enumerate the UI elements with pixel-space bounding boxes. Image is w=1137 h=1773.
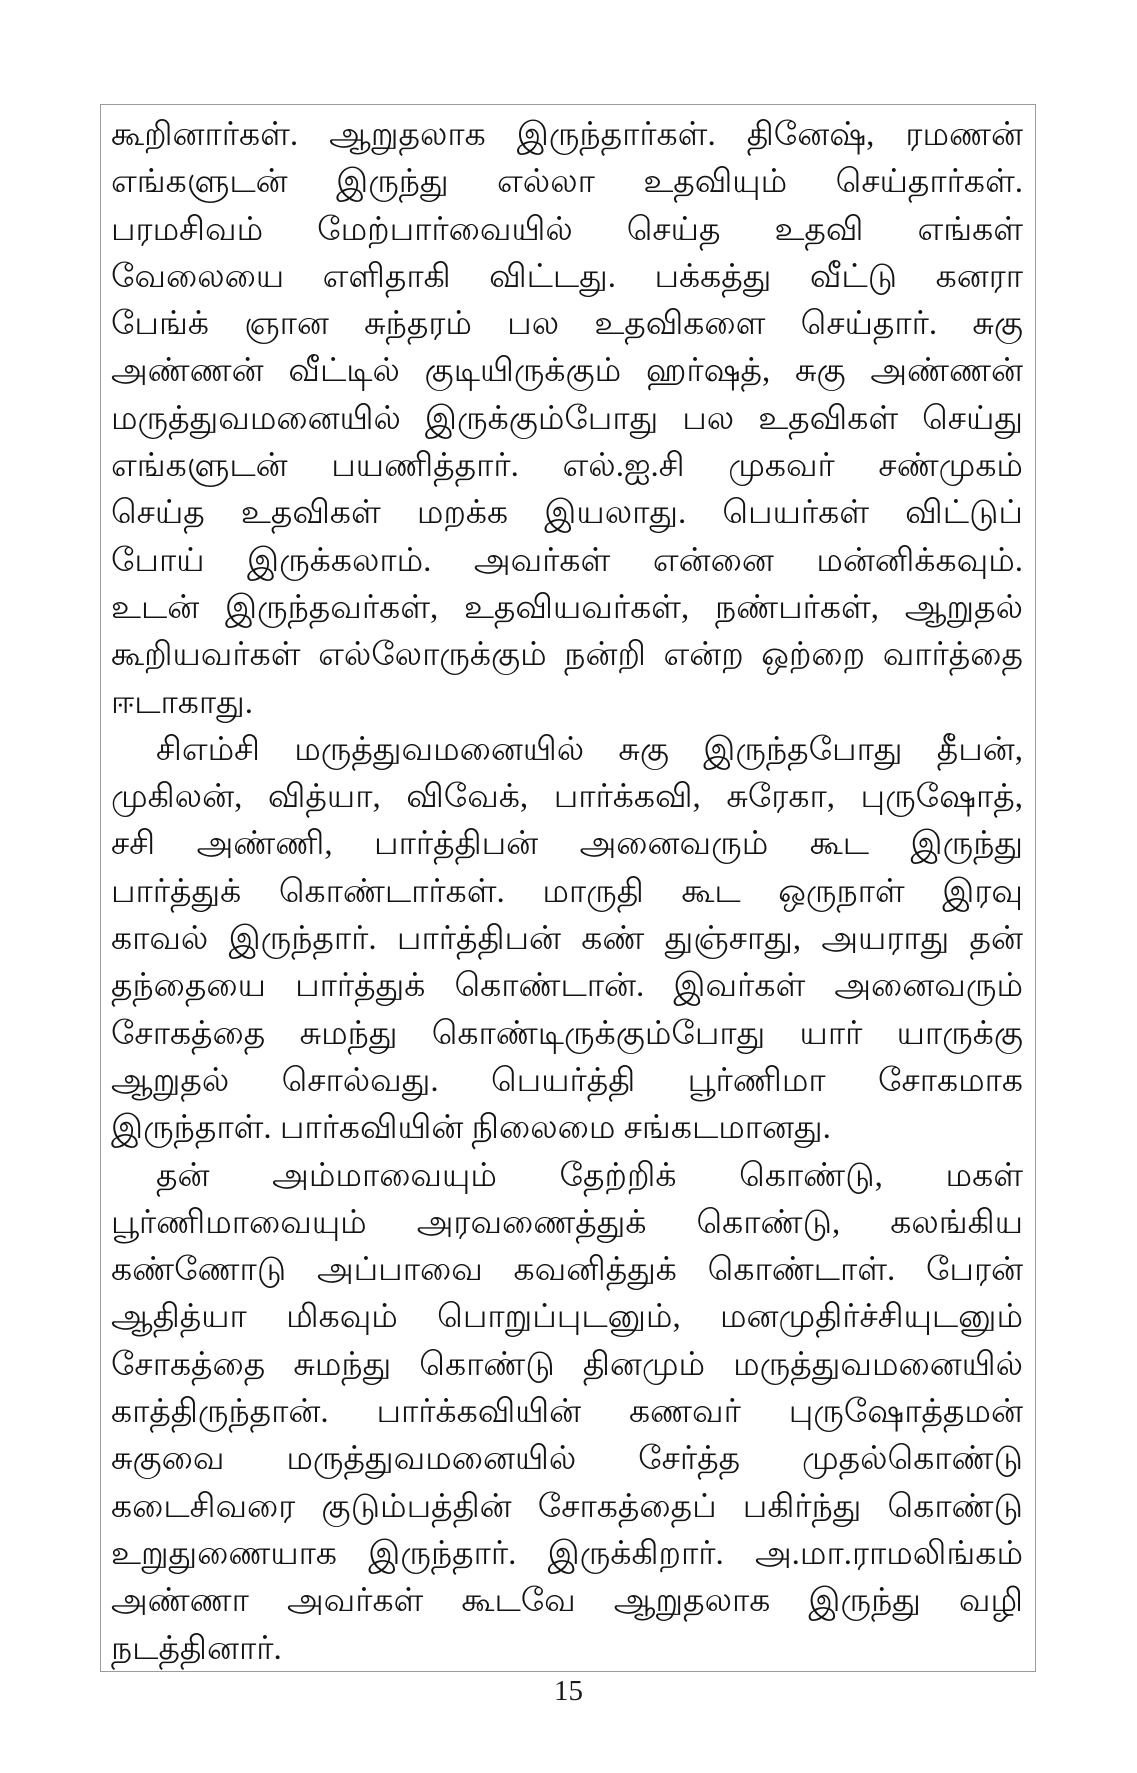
text-line: ஈடாகாது. [111, 684, 253, 721]
text-line: நடத்தினார். [111, 1630, 282, 1667]
text-line: அண்ணா அவர்கள் கூடவே ஆறுதலாக இருந்து வழி [111, 1583, 1023, 1620]
text-line: சோகத்தை சுமந்து கொண்டு தினமும் மருத்துவமனையில் [111, 1346, 1023, 1383]
text-line: பார்த்துக் கொண்டார்கள். மாருதி கூட ஒருநாள் இரவு [111, 873, 1023, 910]
text-line: உறுதுணையாக இருந்தார். இருக்கிறார். அ.மா.ராமலிங்கம் [111, 1535, 1023, 1572]
text-line: தந்தையை பார்த்துக் கொண்டான். இவர்கள் அனைவரும் [111, 968, 1023, 1005]
text-line: செய்த உதவிகள் மறக்க இயலாது. பெயர்கள் விட்டுப் [111, 495, 1023, 532]
text-line: ஆறுதல் சொல்வது. பெயர்த்தி பூர்ணிமா சோகமாக [111, 1062, 1023, 1099]
text-line: கூறியவர்கள் எல்லோருக்கும் நன்றி என்ற ஒற்றை வார்த்தை [111, 637, 1023, 674]
page-number: 15 [554, 1675, 583, 1707]
text-line: முகிலன், வித்யா, விவேக், பார்க்கவி, சுரேகா, புருஷோத், [111, 779, 1023, 816]
text-line: சுகுவை மருத்துவமனையில் சேர்த்த முதல்கொண்டு [111, 1441, 1023, 1478]
paragraph [111, 112, 1023, 727]
text-line: போய் இருக்கலாம். அவர்கள் என்னை மன்னிக்கவும். [111, 542, 1023, 579]
text-line: எங்களுடன் இருந்து எல்லா உதவியும் செய்தார்கள். [111, 164, 1023, 201]
paragraph [111, 1153, 1023, 1672]
text-line: ஆதித்யா மிகவும் பொறுப்புடனும், மனமுதிர்ச்சியுடனும் [111, 1299, 1023, 1336]
text-line: சோகத்தை சுமந்து கொண்டிருக்கும்போது யார் யாருக்கு [111, 1015, 1023, 1052]
text-line: இருந்தாள். பார்கவியின் நிலைமை சங்கடமானது. [111, 1110, 831, 1147]
text-line: கண்ணோடு அப்பாவை கவனித்துக் கொண்டாள். பேரன் [111, 1252, 1023, 1289]
text-line: பரமசிவம் மேற்பார்வையில் செய்த உதவி எங்கள் [111, 211, 1023, 248]
text-line: கூறினார்கள். ஆறுதலாக இருந்தார்கள். தினேஷ், ரமணன் [111, 117, 1023, 153]
text-line: காவல் இருந்தார். பார்த்திபன் கண் துஞ்சாது, அயராது தன் [111, 921, 1023, 958]
text-line: பூர்ணிமாவையும் அரவணைத்துக் கொண்டு, கலங்கிய [111, 1204, 1023, 1241]
text-border-box [100, 104, 1036, 1672]
text-line: கடைசிவரை குடும்பத்தின் சோகத்தைப் பகிர்ந்து கொண்டு [111, 1488, 1023, 1525]
text-line: அண்ணன் வீட்டில் குடியிருக்கும் ஹர்ஷத், சுகு அண்ணன் [111, 353, 1023, 390]
text-line: பேங்க் ஞான சுந்தரம் பல உதவிகளை செய்தார். சுகு [111, 306, 1023, 343]
text-line: வேலையை எளிதாகி விட்டது. பக்கத்து வீட்டு கனரா [111, 258, 1023, 295]
text-line: சிஎம்சி மருத்துவமனையில் சுகு இருந்தபோது தீபன், [156, 731, 1023, 768]
text-line: காத்திருந்தான். பார்க்கவியின் கணவர் புருஷோத்தமன் [111, 1394, 1023, 1431]
text-line: தன் அம்மாவையும் தேற்றிக் கொண்டு, மகள் [156, 1157, 1023, 1194]
text-line: உடன் இருந்தவர்கள், உதவியவர்கள், நண்பர்கள், ஆறுதல் [111, 589, 1023, 626]
text-line: மருத்துவமனையில் இருக்கும்போது பல உதவிகள் செய்து [111, 400, 1023, 437]
text-line: எங்களுடன் பயணித்தார். எல்.ஐ.சி முகவர் சண்முகம் [111, 448, 1023, 485]
text-line: சசி அண்ணி, பார்த்திபன் அனைவரும் கூட இருந்து [111, 826, 1023, 863]
paragraph [111, 727, 1023, 1153]
